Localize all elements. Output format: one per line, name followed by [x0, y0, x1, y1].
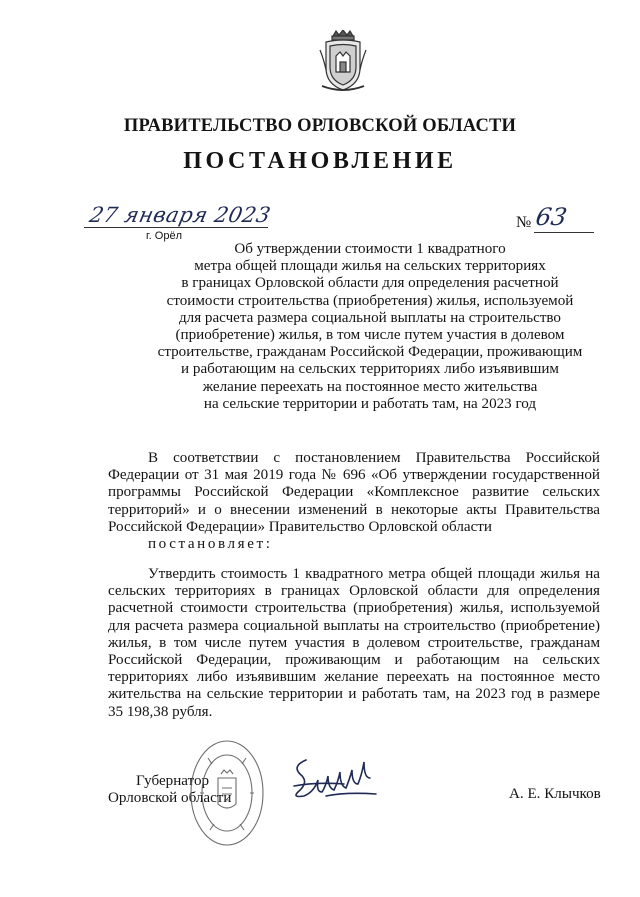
title-line: метра общей площади жилья на сельских территориях: [194, 258, 546, 275]
title-line: на сельские территории и работать там, на 2023 год: [203, 395, 537, 412]
signatory-name: А. Е. Клычков: [509, 786, 601, 802]
city-label: г. Орёл: [146, 230, 182, 242]
document-type: ПОСТАНОВЛЕНИЕ: [183, 148, 457, 174]
resolves-word: постановляет:: [148, 536, 273, 553]
title-line: Об утверждении стоимости 1 квадратного: [234, 241, 506, 257]
date-underline: [84, 227, 268, 228]
preamble-text: В соответствии с постановлением Правительства Российской Федерации от 31 мая 2019 года № 696 «Об утверждении государственной программы Российской Федерации «Комплексное развитие сельских территорий» и о внесении изменений в некоторые акты Правительства Российской Федерации» Правительство Орловской области: [108, 450, 600, 535]
coat-of-arms-icon: [318, 30, 368, 94]
handwritten-number: 63: [533, 203, 570, 231]
preamble-paragraph: [108, 450, 600, 553]
title-line: и работающим на сельских территориях либо изъявившим: [181, 361, 559, 378]
signature-mark-icon: [286, 752, 382, 808]
title-line: строительстве, гражданам Российской Федерации, проживающим: [157, 344, 583, 361]
seal-stamp-icon: [188, 738, 266, 848]
title-line: в границах Орловской области для определения расчетной: [181, 275, 559, 292]
title-line: желание переехать на постоянное место жительства: [202, 378, 538, 395]
title-line: стоимости строительства (приобретения) жилья, используемой: [166, 292, 574, 309]
title-line: (приобретение) жилья, в том числе путем участия в долевом: [175, 327, 565, 344]
position-line: Губернатор: [136, 773, 210, 789]
handwritten-date: 27 января 2023: [87, 203, 273, 227]
number-label: №: [516, 214, 532, 231]
organization-name: ПРАВИТЕЛЬСТВО ОРЛОВСКОЙ ОБЛАСТИ: [123, 116, 517, 136]
position-line: Орловской области: [108, 790, 232, 807]
number-underline: [534, 232, 594, 233]
decision-paragraph: Утвердить стоимость 1 квадратного метра общей площади жилья на сельских территориях в границах Орловской области для определения расчетной стоимости строительства (приобретения) жилья, используемой для расчета размера социальной выплаты на строительство (приобретение) жилья, в том числе путем участия в долевом строительстве, гражданам Российской Федерации, проживающим и работающим на сельских территориях либо изъявившим желание переехать на постоянное место жительства на сельские территории и работать там, на 2023 год в размере 35 198,38 рубля.: [108, 566, 600, 720]
title-line: для расчета размера социальной выплаты на строительство: [179, 309, 561, 326]
document-title: [150, 241, 590, 413]
